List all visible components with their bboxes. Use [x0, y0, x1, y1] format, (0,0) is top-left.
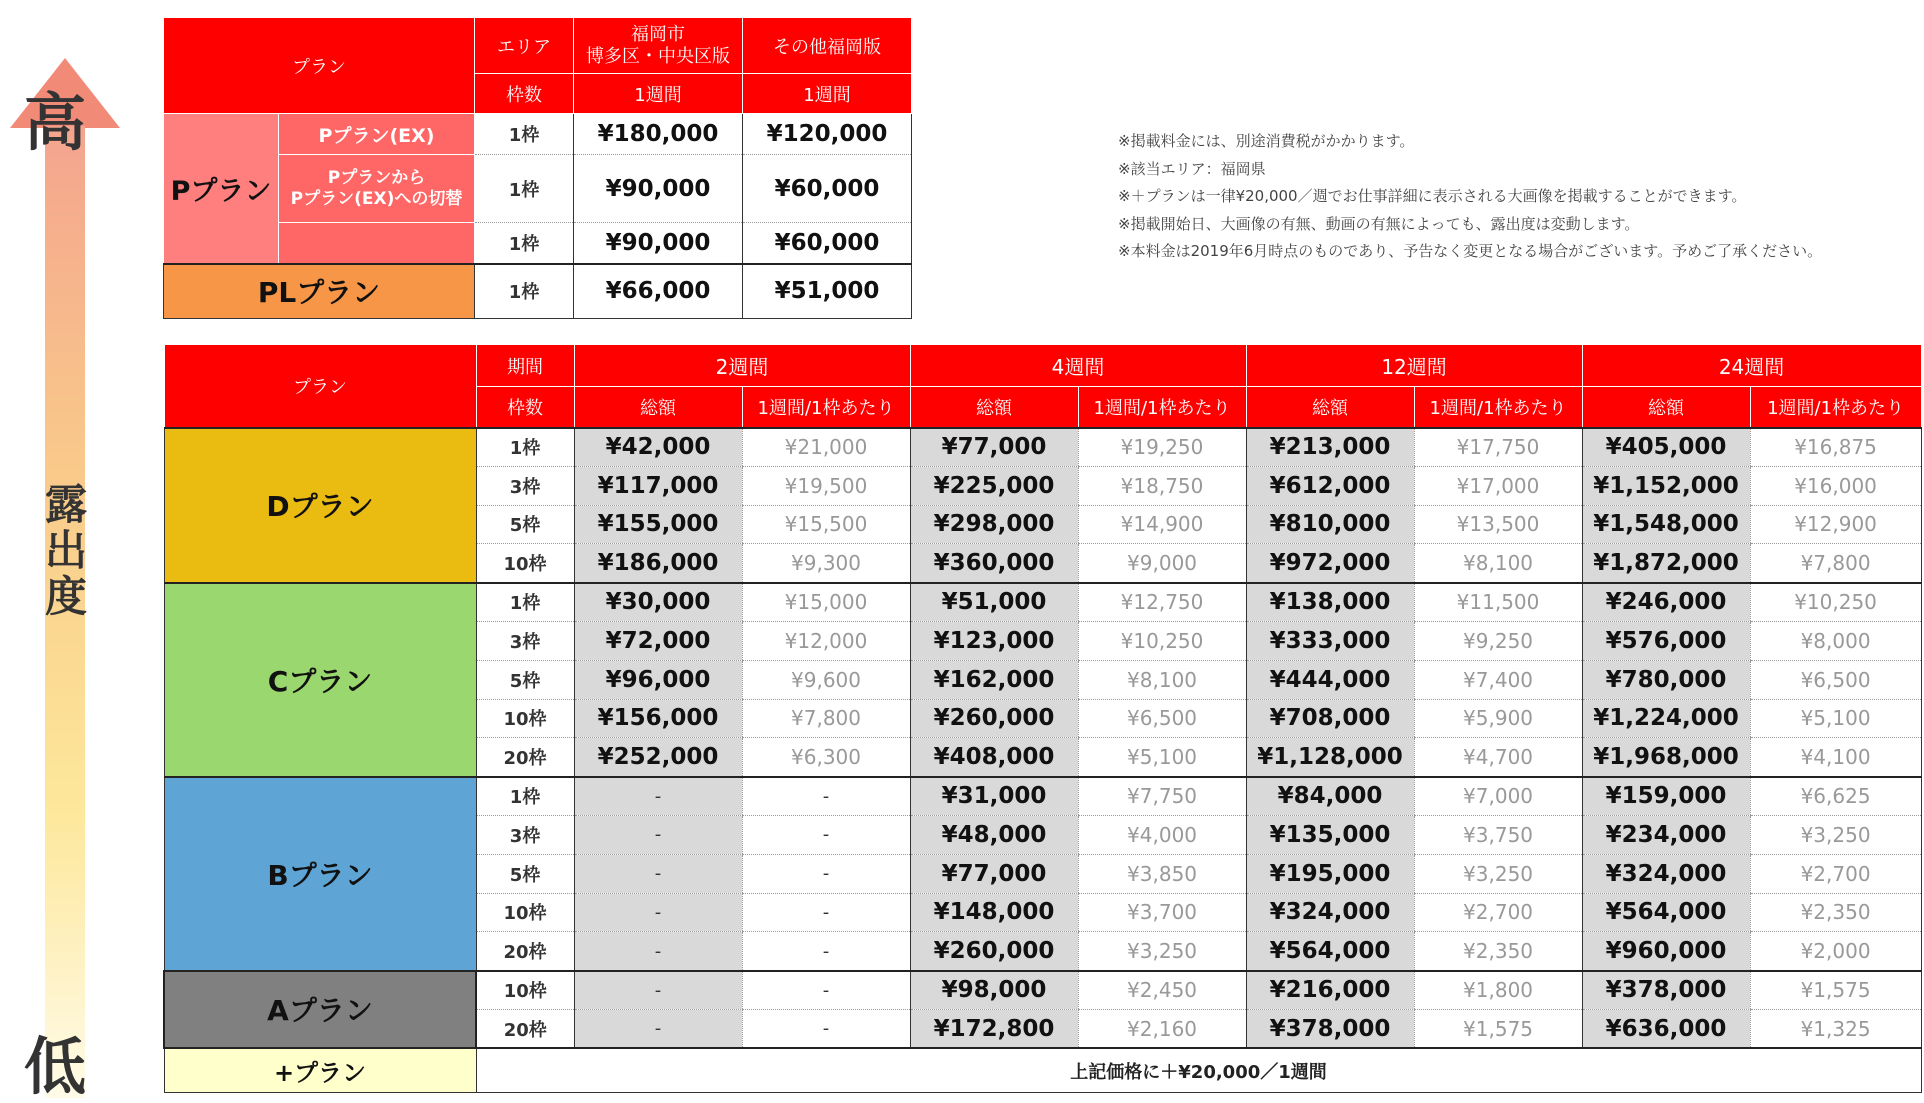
total-price-cell: ¥960,000 [1582, 932, 1750, 971]
price-cell: ¥90,000 [574, 155, 743, 223]
per-unit-price-cell: ¥3,750 [1414, 815, 1582, 854]
frame-count: 3枠 [476, 621, 574, 660]
per-unit-price-cell: ¥9,300 [742, 544, 910, 583]
header-area: エリア [475, 18, 574, 74]
per-unit-price-cell: ¥3,250 [1414, 854, 1582, 893]
per-unit-price-cell: ¥4,100 [1750, 738, 1921, 777]
total-price-cell: ¥564,000 [1246, 932, 1414, 971]
frame-count: 1枠 [475, 223, 574, 264]
total-price-cell: ¥1,548,000 [1582, 505, 1750, 544]
header-4-weeks: 4週間 [910, 345, 1246, 387]
total-price-cell: ¥234,000 [1582, 815, 1750, 854]
per-unit-price-cell: ¥9,250 [1414, 621, 1582, 660]
per-unit-price-cell: ¥5,900 [1414, 699, 1582, 738]
plan-name-cell: Dプラン [164, 428, 476, 583]
total-price-cell: ¥77,000 [910, 428, 1078, 467]
header-per-week-frame: 1週間/1枠あたり [1414, 387, 1582, 428]
total-price-cell: ¥324,000 [1246, 893, 1414, 932]
per-unit-price-cell: - [742, 777, 910, 816]
per-unit-price-cell: ¥2,000 [1750, 932, 1921, 971]
pl-plan-label: PLプラン [164, 264, 475, 319]
frame-count: 1枠 [476, 777, 574, 816]
total-price-cell: ¥810,000 [1246, 505, 1414, 544]
total-price-cell: ¥148,000 [910, 893, 1078, 932]
table-row [164, 583, 1921, 622]
per-unit-price-cell: ¥12,900 [1750, 505, 1921, 544]
per-unit-price-cell: ¥18,750 [1078, 466, 1246, 505]
total-price-cell: ¥378,000 [1246, 1009, 1414, 1048]
frame-count: 5枠 [476, 854, 574, 893]
total-price-cell: ¥1,152,000 [1582, 466, 1750, 505]
per-unit-price-cell: ¥6,300 [742, 738, 910, 777]
per-unit-price-cell: ¥12,750 [1078, 583, 1246, 622]
frame-count: 5枠 [476, 505, 574, 544]
price-cell: ¥60,000 [743, 155, 912, 223]
plus-plan-description: 上記価格に＋¥20,000／1週間 [476, 1048, 1921, 1092]
header-count: 枠数 [476, 387, 574, 428]
per-unit-price-cell: ¥3,250 [1750, 815, 1921, 854]
per-unit-price-cell: ¥1,325 [1750, 1009, 1921, 1048]
per-unit-price-cell: ¥2,450 [1078, 971, 1246, 1010]
frame-count: 1枠 [475, 264, 574, 319]
per-unit-price-cell: - [742, 1009, 910, 1048]
per-unit-price-cell: ¥7,800 [1750, 544, 1921, 583]
total-price-cell: ¥123,000 [910, 621, 1078, 660]
per-unit-price-cell: ¥3,250 [1078, 932, 1246, 971]
total-price-cell: ¥378,000 [1582, 971, 1750, 1010]
total-price-cell: ¥405,000 [1582, 428, 1750, 467]
table-row [164, 971, 1921, 1010]
per-unit-price-cell: ¥13,500 [1414, 505, 1582, 544]
notes-block [1118, 128, 1822, 266]
header-fukuoka-city: 福岡市 博多区・中央区版 [574, 18, 743, 74]
total-price-cell: ¥213,000 [1246, 428, 1414, 467]
frame-count: 20枠 [476, 932, 574, 971]
total-price-cell: ¥246,000 [1582, 583, 1750, 622]
axis-exposure-label: 露 出 度 [44, 480, 87, 621]
header-total: 総額 [574, 387, 742, 428]
per-unit-price-cell: - [742, 854, 910, 893]
total-price-cell: ¥30,000 [574, 583, 742, 622]
premium-plan-table [163, 17, 912, 319]
total-price-cell: - [574, 1009, 742, 1048]
per-unit-price-cell: ¥14,900 [1078, 505, 1246, 544]
per-unit-price-cell: ¥4,000 [1078, 815, 1246, 854]
header-24-weeks: 24週間 [1582, 345, 1921, 387]
per-unit-price-cell: ¥17,000 [1414, 466, 1582, 505]
price-cell: ¥51,000 [743, 264, 912, 319]
total-price-cell: ¥780,000 [1582, 660, 1750, 699]
total-price-cell: ¥612,000 [1246, 466, 1414, 505]
total-price-cell: ¥1,128,000 [1246, 738, 1414, 777]
header-total: 総額 [1582, 387, 1750, 428]
frame-count: 1枠 [475, 155, 574, 223]
total-price-cell: ¥42,000 [574, 428, 742, 467]
per-unit-price-cell: ¥15,000 [742, 583, 910, 622]
plus-plan-row [164, 1048, 1921, 1092]
frame-count: 20枠 [476, 1009, 574, 1048]
axis-high-label: 高 [24, 86, 87, 159]
total-price-cell: - [574, 777, 742, 816]
per-unit-price-cell: ¥7,800 [742, 699, 910, 738]
total-price-cell: ¥252,000 [574, 738, 742, 777]
total-price-cell: ¥31,000 [910, 777, 1078, 816]
total-price-cell: ¥98,000 [910, 971, 1078, 1010]
per-unit-price-cell: ¥3,700 [1078, 893, 1246, 932]
p-plan-ex-label: Pプラン(EX) [279, 114, 475, 155]
per-unit-price-cell: ¥6,625 [1750, 777, 1921, 816]
total-price-cell: ¥48,000 [910, 815, 1078, 854]
total-price-cell: ¥564,000 [1582, 893, 1750, 932]
per-unit-price-cell: ¥2,350 [1750, 893, 1921, 932]
total-price-cell: ¥96,000 [574, 660, 742, 699]
per-unit-price-cell: ¥3,850 [1078, 854, 1246, 893]
per-unit-price-cell: ¥2,160 [1078, 1009, 1246, 1048]
per-unit-price-cell: ¥6,500 [1750, 660, 1921, 699]
per-unit-price-cell: ¥1,575 [1750, 971, 1921, 1010]
per-unit-price-cell: ¥2,700 [1414, 893, 1582, 932]
header-plan: プラン [164, 18, 475, 114]
plan-name-cell: Cプラン [164, 583, 476, 777]
total-price-cell: ¥333,000 [1246, 621, 1414, 660]
total-price-cell: ¥162,000 [910, 660, 1078, 699]
header-12-weeks: 12週間 [1246, 345, 1582, 387]
frame-count: 10枠 [476, 699, 574, 738]
total-price-cell: ¥135,000 [1246, 815, 1414, 854]
note-line: ※該当エリア：福岡県 [1118, 159, 1266, 178]
per-unit-price-cell: ¥19,250 [1078, 428, 1246, 467]
plus-plan-label: +プラン [164, 1048, 476, 1092]
total-price-cell: - [574, 971, 742, 1010]
per-unit-price-cell: ¥7,000 [1414, 777, 1582, 816]
frame-count: 5枠 [476, 660, 574, 699]
frame-count: 3枠 [476, 815, 574, 854]
per-unit-price-cell: ¥2,700 [1750, 854, 1921, 893]
total-price-cell: - [574, 893, 742, 932]
price-cell: ¥120,000 [743, 114, 912, 155]
total-price-cell: ¥186,000 [574, 544, 742, 583]
total-price-cell: ¥408,000 [910, 738, 1078, 777]
total-price-cell: ¥298,000 [910, 505, 1078, 544]
header-per-week-frame: 1週間/1枠あたり [1750, 387, 1921, 428]
header-2-weeks: 2週間 [574, 345, 910, 387]
per-unit-price-cell: ¥8,000 [1750, 621, 1921, 660]
per-unit-price-cell: - [742, 932, 910, 971]
per-unit-price-cell: ¥4,700 [1414, 738, 1582, 777]
total-price-cell: ¥159,000 [1582, 777, 1750, 816]
table-row [164, 777, 1921, 816]
per-unit-price-cell: ¥7,750 [1078, 777, 1246, 816]
total-price-cell: ¥972,000 [1246, 544, 1414, 583]
note-line: ※掲載料金には、別途消費税がかかります。 [1118, 132, 1415, 150]
price-cell: ¥180,000 [574, 114, 743, 155]
frame-count: 1枠 [476, 428, 574, 467]
per-unit-price-cell: ¥17,750 [1414, 428, 1582, 467]
total-price-cell: - [574, 815, 742, 854]
p-plan-label: Pプラン [164, 114, 279, 264]
plan-name-cell: Bプラン [164, 777, 476, 971]
price-cell: ¥66,000 [574, 264, 743, 319]
total-price-cell: ¥195,000 [1246, 854, 1414, 893]
price-cell: ¥60,000 [743, 223, 912, 264]
total-price-cell: ¥77,000 [910, 854, 1078, 893]
per-unit-price-cell: ¥1,800 [1414, 971, 1582, 1010]
frame-count: 10枠 [476, 544, 574, 583]
header-per-week-frame: 1週間/1枠あたり [742, 387, 910, 428]
per-unit-price-cell: ¥8,100 [1414, 544, 1582, 583]
header-plan: プラン [164, 345, 476, 428]
table-row [164, 428, 1921, 467]
per-unit-price-cell: ¥1,575 [1414, 1009, 1582, 1048]
frame-count: 10枠 [476, 893, 574, 932]
p-plan-switch-label: Pプランから Pプラン(EX)への切替 [279, 155, 475, 223]
total-price-cell: - [574, 932, 742, 971]
per-unit-price-cell: ¥5,100 [1078, 738, 1246, 777]
frame-count: 20枠 [476, 738, 574, 777]
total-price-cell: ¥1,968,000 [1582, 738, 1750, 777]
header-total: 総額 [1246, 387, 1414, 428]
per-unit-price-cell: ¥10,250 [1750, 583, 1921, 622]
price-cell: ¥90,000 [574, 223, 743, 264]
total-price-cell: ¥72,000 [574, 621, 742, 660]
total-price-cell: ¥260,000 [910, 932, 1078, 971]
total-price-cell: ¥576,000 [1582, 621, 1750, 660]
total-price-cell: ¥51,000 [910, 583, 1078, 622]
total-price-cell: ¥225,000 [910, 466, 1078, 505]
p-plan-sub-blank [279, 223, 475, 264]
per-unit-price-cell: ¥12,000 [742, 621, 910, 660]
per-unit-price-cell: ¥16,000 [1750, 466, 1921, 505]
per-unit-price-cell: ¥5,100 [1750, 699, 1921, 738]
per-unit-price-cell: - [742, 971, 910, 1010]
total-price-cell: ¥324,000 [1582, 854, 1750, 893]
per-unit-price-cell: ¥11,500 [1414, 583, 1582, 622]
per-unit-price-cell: ¥8,100 [1078, 660, 1246, 699]
total-price-cell: ¥1,872,000 [1582, 544, 1750, 583]
standard-plan-table [163, 344, 1922, 1093]
total-price-cell: - [574, 854, 742, 893]
total-price-cell: ¥216,000 [1246, 971, 1414, 1010]
header-other-fukuoka: その他福岡版 [743, 18, 912, 74]
note-line: ※＋プランは一律¥20,000／週でお仕事詳細に表示される大画像を掲載することができます。 [1118, 187, 1747, 205]
header-week: 1週間 [743, 74, 912, 114]
header-period: 期間 [476, 345, 574, 387]
header-count: 枠数 [475, 74, 574, 114]
per-unit-price-cell: - [742, 893, 910, 932]
total-price-cell: ¥360,000 [910, 544, 1078, 583]
total-price-cell: ¥636,000 [1582, 1009, 1750, 1048]
frame-count: 1枠 [475, 114, 574, 155]
per-unit-price-cell: ¥7,400 [1414, 660, 1582, 699]
total-price-cell: ¥84,000 [1246, 777, 1414, 816]
header-per-week-frame: 1週間/1枠あたり [1078, 387, 1246, 428]
axis-low-label: 低 [24, 1030, 87, 1103]
total-price-cell: ¥172,800 [910, 1009, 1078, 1048]
per-unit-price-cell: ¥15,500 [742, 505, 910, 544]
plan-name-cell: Aプラン [164, 971, 476, 1049]
total-price-cell: ¥117,000 [574, 466, 742, 505]
per-unit-price-cell: ¥16,875 [1750, 428, 1921, 467]
total-price-cell: ¥155,000 [574, 505, 742, 544]
per-unit-price-cell: ¥19,500 [742, 466, 910, 505]
frame-count: 1枠 [476, 583, 574, 622]
total-price-cell: ¥444,000 [1246, 660, 1414, 699]
frame-count: 3枠 [476, 466, 574, 505]
total-price-cell: ¥1,224,000 [1582, 699, 1750, 738]
header-week: 1週間 [574, 74, 743, 114]
per-unit-price-cell: ¥10,250 [1078, 621, 1246, 660]
note-line: ※掲載開始日、大画像の有無、動画の有無によっても、露出度は変動します。 [1118, 214, 1640, 233]
total-price-cell: ¥260,000 [910, 699, 1078, 738]
total-price-cell: ¥708,000 [1246, 699, 1414, 738]
note-line: ※本料金は2019年6月時点のものであり、予告なく変更となる場合がございます。予めご了承ください。 [1118, 242, 1823, 260]
total-price-cell: ¥156,000 [574, 699, 742, 738]
per-unit-price-cell: ¥9,600 [742, 660, 910, 699]
per-unit-price-cell: ¥6,500 [1078, 699, 1246, 738]
per-unit-price-cell: ¥2,350 [1414, 932, 1582, 971]
per-unit-price-cell: ¥9,000 [1078, 544, 1246, 583]
total-price-cell: ¥138,000 [1246, 583, 1414, 622]
per-unit-price-cell: - [742, 815, 910, 854]
header-total: 総額 [910, 387, 1078, 428]
frame-count: 10枠 [476, 971, 574, 1010]
per-unit-price-cell: ¥21,000 [742, 428, 910, 467]
